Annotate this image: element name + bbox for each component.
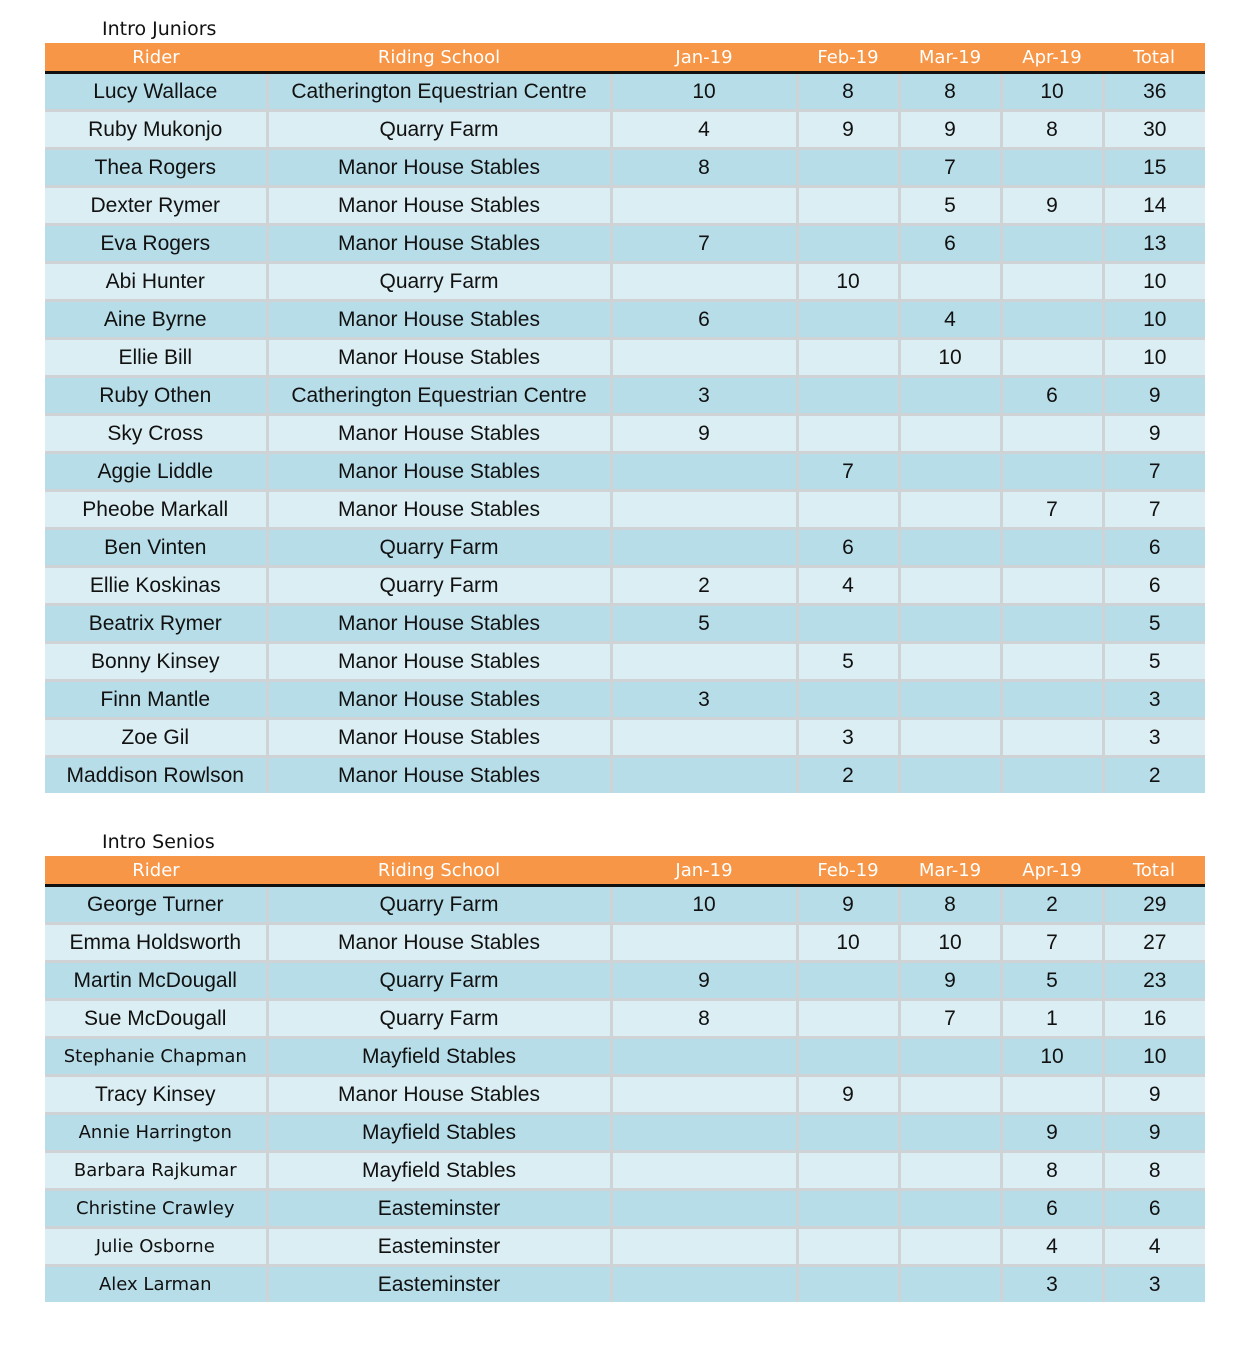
table-row (45, 529, 1205, 567)
mar-cell (899, 453, 1001, 491)
feb-cell (797, 225, 899, 263)
table-row (45, 377, 1205, 415)
mar-cell (899, 757, 1001, 794)
riding-school-cell: Catherington Equestrian Centre (267, 73, 611, 111)
riding-school-cell: Quarry Farm (267, 962, 611, 1000)
mar-cell (899, 1266, 1001, 1303)
total-cell: 6 (1103, 567, 1205, 605)
jan-cell: 8 (611, 1000, 797, 1038)
riding-school-cell: Mayfield Stables (267, 1038, 611, 1076)
apr-cell: 8 (1001, 1152, 1103, 1190)
riding-school-cell: Mayfield Stables (267, 1114, 611, 1152)
feb-cell: 7 (797, 453, 899, 491)
riding-school-cell: Manor House Stables (267, 453, 611, 491)
mar-cell (899, 681, 1001, 719)
riding-school-cell: Easteminster (267, 1190, 611, 1228)
feb-cell (797, 339, 899, 377)
apr-cell (1001, 567, 1103, 605)
total-cell: 4 (1103, 1228, 1205, 1266)
total-cell: 15 (1103, 149, 1205, 187)
riding-school-cell: Manor House Stables (267, 491, 611, 529)
mar-cell (899, 1190, 1001, 1228)
jan-cell: 8 (611, 149, 797, 187)
rider-cell: Ellie Bill (45, 339, 267, 377)
jan-cell: 2 (611, 567, 797, 605)
jan-cell: 3 (611, 681, 797, 719)
total-cell: 6 (1103, 529, 1205, 567)
rider-cell: Barbara Rajkumar (45, 1152, 267, 1190)
total-cell: 16 (1103, 1000, 1205, 1038)
rider-cell: Eva Rogers (45, 225, 267, 263)
table-header-row (45, 43, 1205, 73)
riding-school-cell: Manor House Stables (267, 681, 611, 719)
riding-school-cell: Mayfield Stables (267, 1152, 611, 1190)
apr-cell (1001, 605, 1103, 643)
rider-cell: Ruby Mukonjo (45, 111, 267, 149)
header-jan: Jan-19 (611, 856, 797, 886)
apr-cell (1001, 1076, 1103, 1114)
apr-cell: 9 (1001, 187, 1103, 225)
intro-seniors-rows (45, 886, 1205, 1303)
rider-cell: Lucy Wallace (45, 73, 267, 111)
mar-cell: 10 (899, 339, 1001, 377)
rider-cell: Aine Byrne (45, 301, 267, 339)
jan-cell: 4 (611, 111, 797, 149)
rider-cell: Bonny Kinsey (45, 643, 267, 681)
total-cell: 27 (1103, 924, 1205, 962)
apr-cell: 7 (1001, 924, 1103, 962)
total-cell: 7 (1103, 453, 1205, 491)
rider-cell: Christine Crawley (45, 1190, 267, 1228)
riding-school-cell: Manor House Stables (267, 924, 611, 962)
table-row (45, 1152, 1205, 1190)
total-cell: 5 (1103, 605, 1205, 643)
riding-school-cell: Easteminster (267, 1266, 611, 1303)
rider-cell: Alex Larman (45, 1266, 267, 1303)
feb-cell: 10 (797, 263, 899, 301)
total-cell: 3 (1103, 681, 1205, 719)
riding-school-cell: Easteminster (267, 1228, 611, 1266)
apr-cell (1001, 681, 1103, 719)
mar-cell (899, 1038, 1001, 1076)
table-row (45, 719, 1205, 757)
mar-cell (899, 1076, 1001, 1114)
rider-cell: Emma Holdsworth (45, 924, 267, 962)
header-feb: Feb-19 (797, 43, 899, 73)
riding-school-cell: Manor House Stables (267, 149, 611, 187)
jan-cell: 9 (611, 415, 797, 453)
apr-cell: 1 (1001, 1000, 1103, 1038)
total-cell: 9 (1103, 1076, 1205, 1114)
total-cell: 10 (1103, 263, 1205, 301)
jan-cell (611, 529, 797, 567)
feb-cell: 9 (797, 111, 899, 149)
mar-cell (899, 415, 1001, 453)
apr-cell (1001, 643, 1103, 681)
header-mar: Mar-19 (899, 856, 1001, 886)
riding-school-cell: Quarry Farm (267, 111, 611, 149)
jan-cell (611, 924, 797, 962)
mar-cell (899, 567, 1001, 605)
riding-school-cell: Manor House Stables (267, 757, 611, 794)
rider-cell: Annie Harrington (45, 1114, 267, 1152)
riding-school-cell: Quarry Farm (267, 263, 611, 301)
mar-cell: 9 (899, 111, 1001, 149)
feb-cell (797, 681, 899, 719)
rider-cell: Zoe Gil (45, 719, 267, 757)
table-row (45, 453, 1205, 491)
jan-cell (611, 1114, 797, 1152)
rider-cell: Abi Hunter (45, 263, 267, 301)
feb-cell (797, 149, 899, 187)
table-row (45, 567, 1205, 605)
total-cell: 3 (1103, 1266, 1205, 1303)
jan-cell (611, 643, 797, 681)
table-row (45, 491, 1205, 529)
apr-cell: 3 (1001, 1266, 1103, 1303)
feb-cell: 2 (797, 757, 899, 794)
jan-cell: 7 (611, 225, 797, 263)
intro-juniors-rows (45, 73, 1205, 794)
table-row (45, 962, 1205, 1000)
apr-cell (1001, 225, 1103, 263)
header-riding-school: Riding School (267, 856, 611, 886)
riding-school-cell: Manor House Stables (267, 339, 611, 377)
feb-cell (797, 301, 899, 339)
jan-cell (611, 263, 797, 301)
header-riding-school: Riding School (267, 43, 611, 73)
header-total: Total (1103, 856, 1205, 886)
feb-cell (797, 187, 899, 225)
jan-cell (611, 491, 797, 529)
mar-cell (899, 1228, 1001, 1266)
apr-cell: 6 (1001, 1190, 1103, 1228)
total-cell: 5 (1103, 643, 1205, 681)
table-header-row (45, 856, 1205, 886)
rider-cell: Maddison Rowlson (45, 757, 267, 794)
section-title: Intro Senios (102, 831, 215, 853)
apr-cell (1001, 301, 1103, 339)
intro-juniors-table (45, 43, 1205, 793)
intro-seniors-section (45, 831, 1205, 1308)
jan-cell (611, 1076, 797, 1114)
header-apr: Apr-19 (1001, 856, 1103, 886)
jan-cell: 9 (611, 962, 797, 1000)
feb-cell (797, 1228, 899, 1266)
apr-cell: 2 (1001, 886, 1103, 924)
total-cell: 7 (1103, 491, 1205, 529)
riding-school-cell: Manor House Stables (267, 301, 611, 339)
jan-cell: 3 (611, 377, 797, 415)
riding-school-cell: Quarry Farm (267, 567, 611, 605)
mar-cell: 8 (899, 73, 1001, 111)
apr-cell (1001, 719, 1103, 757)
section-title: Intro Juniors (102, 18, 217, 40)
header-total: Total (1103, 43, 1205, 73)
apr-cell: 9 (1001, 1114, 1103, 1152)
table-row (45, 111, 1205, 149)
apr-cell (1001, 415, 1103, 453)
feb-cell (797, 605, 899, 643)
apr-cell: 10 (1001, 73, 1103, 111)
riding-school-cell: Manor House Stables (267, 643, 611, 681)
table-row (45, 924, 1205, 962)
riding-school-cell: Quarry Farm (267, 1000, 611, 1038)
header-feb: Feb-19 (797, 856, 899, 886)
table-row (45, 1076, 1205, 1114)
jan-cell (611, 453, 797, 491)
total-cell: 2 (1103, 757, 1205, 794)
riding-school-cell: Manor House Stables (267, 1076, 611, 1114)
jan-cell: 10 (611, 73, 797, 111)
table-row (45, 1114, 1205, 1152)
total-cell: 30 (1103, 111, 1205, 149)
feb-cell: 8 (797, 73, 899, 111)
table-row (45, 681, 1205, 719)
rider-cell: Dexter Rymer (45, 187, 267, 225)
feb-cell: 6 (797, 529, 899, 567)
feb-cell (797, 1114, 899, 1152)
mar-cell (899, 529, 1001, 567)
rider-cell: Sue McDougall (45, 1000, 267, 1038)
jan-cell (611, 187, 797, 225)
table-row (45, 225, 1205, 263)
table-row (45, 886, 1205, 924)
jan-cell: 6 (611, 301, 797, 339)
mar-cell (899, 491, 1001, 529)
mar-cell (899, 263, 1001, 301)
intro-juniors-section (45, 18, 1205, 800)
table-row (45, 263, 1205, 301)
rider-cell: Ben Vinten (45, 529, 267, 567)
mar-cell (899, 1152, 1001, 1190)
riding-school-cell: Quarry Farm (267, 529, 611, 567)
mar-cell: 7 (899, 149, 1001, 187)
total-cell: 14 (1103, 187, 1205, 225)
rider-cell: Sky Cross (45, 415, 267, 453)
riding-school-cell: Quarry Farm (267, 886, 611, 924)
mar-cell (899, 643, 1001, 681)
rider-cell: Stephanie Chapman (45, 1038, 267, 1076)
table-row (45, 301, 1205, 339)
table-row (45, 757, 1205, 794)
rider-cell: Ruby Othen (45, 377, 267, 415)
mar-cell: 5 (899, 187, 1001, 225)
total-cell: 9 (1103, 377, 1205, 415)
table-row (45, 1190, 1205, 1228)
apr-cell (1001, 453, 1103, 491)
jan-cell (611, 1038, 797, 1076)
mar-cell: 10 (899, 924, 1001, 962)
apr-cell (1001, 757, 1103, 794)
mar-cell (899, 1114, 1001, 1152)
table-row (45, 1000, 1205, 1038)
feb-cell (797, 415, 899, 453)
total-cell: 10 (1103, 1038, 1205, 1076)
table-row (45, 73, 1205, 111)
total-cell: 9 (1103, 415, 1205, 453)
feb-cell: 9 (797, 886, 899, 924)
apr-cell (1001, 149, 1103, 187)
total-cell: 9 (1103, 1114, 1205, 1152)
header-mar: Mar-19 (899, 43, 1001, 73)
rider-cell: Martin McDougall (45, 962, 267, 1000)
feb-cell (797, 491, 899, 529)
table-row (45, 187, 1205, 225)
feb-cell (797, 962, 899, 1000)
feb-cell: 9 (797, 1076, 899, 1114)
jan-cell (611, 339, 797, 377)
table-row (45, 643, 1205, 681)
mar-cell (899, 719, 1001, 757)
riding-school-cell: Manor House Stables (267, 605, 611, 643)
jan-cell (611, 1152, 797, 1190)
rider-cell: Pheobe Markall (45, 491, 267, 529)
apr-cell: 7 (1001, 491, 1103, 529)
table-row (45, 605, 1205, 643)
jan-cell (611, 1266, 797, 1303)
total-cell: 8 (1103, 1152, 1205, 1190)
table-row (45, 1228, 1205, 1266)
riding-school-cell: Manor House Stables (267, 415, 611, 453)
feb-cell (797, 377, 899, 415)
table-row (45, 1038, 1205, 1076)
riding-school-cell: Manor House Stables (267, 719, 611, 757)
mar-cell (899, 605, 1001, 643)
feb-cell: 5 (797, 643, 899, 681)
table-row (45, 415, 1205, 453)
feb-cell: 10 (797, 924, 899, 962)
jan-cell: 10 (611, 886, 797, 924)
mar-cell (899, 377, 1001, 415)
rider-cell: George Turner (45, 886, 267, 924)
rider-cell: Tracy Kinsey (45, 1076, 267, 1114)
feb-cell: 3 (797, 719, 899, 757)
apr-cell: 8 (1001, 111, 1103, 149)
rider-cell: Thea Rogers (45, 149, 267, 187)
total-cell: 29 (1103, 886, 1205, 924)
apr-cell (1001, 339, 1103, 377)
feb-cell (797, 1190, 899, 1228)
apr-cell: 4 (1001, 1228, 1103, 1266)
riding-school-cell: Manor House Stables (267, 225, 611, 263)
jan-cell (611, 1190, 797, 1228)
apr-cell: 10 (1001, 1038, 1103, 1076)
table-row (45, 149, 1205, 187)
total-cell: 3 (1103, 719, 1205, 757)
header-rider: Rider (45, 856, 267, 886)
jan-cell (611, 719, 797, 757)
total-cell: 10 (1103, 301, 1205, 339)
rider-cell: Aggie Liddle (45, 453, 267, 491)
feb-cell (797, 1152, 899, 1190)
feb-cell (797, 1038, 899, 1076)
mar-cell: 8 (899, 886, 1001, 924)
total-cell: 23 (1103, 962, 1205, 1000)
table-row (45, 1266, 1205, 1303)
jan-cell: 5 (611, 605, 797, 643)
jan-cell (611, 1228, 797, 1266)
feb-cell (797, 1266, 899, 1303)
header-apr: Apr-19 (1001, 43, 1103, 73)
jan-cell (611, 757, 797, 794)
rider-cell: Finn Mantle (45, 681, 267, 719)
rider-cell: Ellie Koskinas (45, 567, 267, 605)
feb-cell (797, 1000, 899, 1038)
apr-cell (1001, 263, 1103, 301)
total-cell: 10 (1103, 339, 1205, 377)
intro-seniors-table (45, 856, 1205, 1302)
rider-cell: Julie Osborne (45, 1228, 267, 1266)
total-cell: 36 (1103, 73, 1205, 111)
header-rider: Rider (45, 43, 267, 73)
apr-cell (1001, 529, 1103, 567)
header-jan: Jan-19 (611, 43, 797, 73)
riding-school-cell: Catherington Equestrian Centre (267, 377, 611, 415)
feb-cell: 4 (797, 567, 899, 605)
table-row (45, 339, 1205, 377)
rider-cell: Beatrix Rymer (45, 605, 267, 643)
mar-cell: 7 (899, 1000, 1001, 1038)
total-cell: 13 (1103, 225, 1205, 263)
mar-cell: 9 (899, 962, 1001, 1000)
total-cell: 6 (1103, 1190, 1205, 1228)
mar-cell: 4 (899, 301, 1001, 339)
mar-cell: 6 (899, 225, 1001, 263)
apr-cell: 5 (1001, 962, 1103, 1000)
apr-cell: 6 (1001, 377, 1103, 415)
riding-school-cell: Manor House Stables (267, 187, 611, 225)
